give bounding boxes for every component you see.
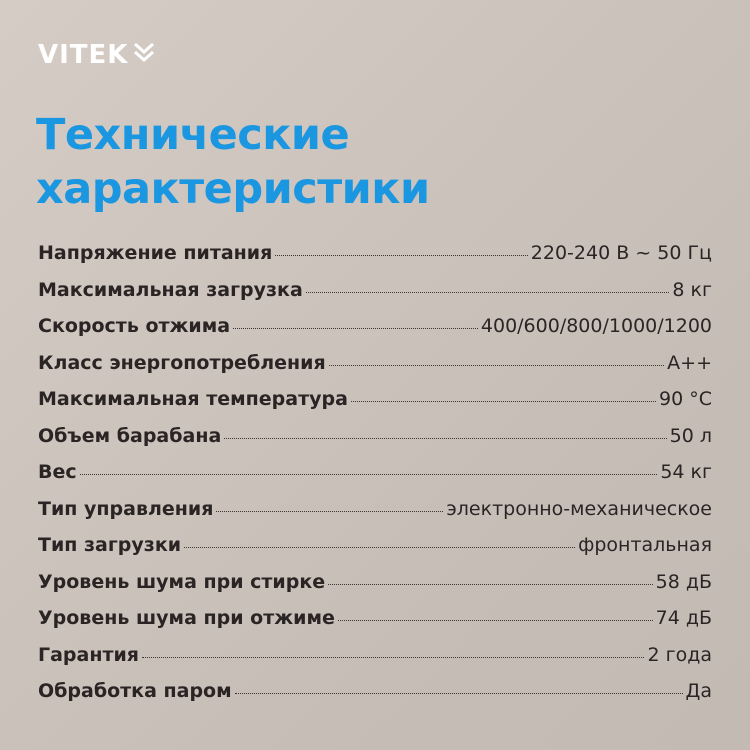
double-chevron-icon xyxy=(132,41,156,63)
dotted-leader xyxy=(224,438,666,439)
dotted-leader xyxy=(338,620,653,621)
spec-row xyxy=(38,279,712,316)
spec-value: фронтальная xyxy=(578,534,712,556)
spec-value: 74 дБ xyxy=(655,607,712,629)
spec-label: Уровень шума при отжиме xyxy=(38,607,335,629)
spec-row xyxy=(38,644,712,681)
dotted-leader xyxy=(142,657,644,658)
spec-list xyxy=(38,242,712,717)
spec-row xyxy=(38,388,712,425)
dotted-leader xyxy=(329,365,665,366)
spec-label: Максимальная загрузка xyxy=(38,278,303,301)
spec-label: Тип загрузки xyxy=(38,534,182,556)
spec-row xyxy=(38,461,712,498)
spec-label: Объем барабана xyxy=(38,424,222,447)
brand-name: VITEK xyxy=(38,40,129,70)
dotted-leader xyxy=(80,474,658,475)
dotted-leader xyxy=(235,693,683,694)
page-title xyxy=(36,108,716,216)
spec-label: Скорость отжима xyxy=(38,315,231,337)
spec-label: Тип управления xyxy=(38,497,214,520)
spec-value: Да xyxy=(685,680,712,702)
spec-row xyxy=(38,352,712,389)
spec-label: Уровень шума при стирке xyxy=(38,570,326,593)
spec-value: 58 дБ xyxy=(655,570,712,593)
spec-value: электронно-механическое xyxy=(446,497,712,520)
spec-row xyxy=(38,315,712,352)
dotted-leader xyxy=(328,584,652,585)
spec-value: 50 л xyxy=(669,424,712,447)
spec-row xyxy=(38,534,712,571)
title-line-1: Технические xyxy=(36,110,350,160)
spec-value: 2 года xyxy=(647,643,712,666)
title-line-2: характеристики xyxy=(36,164,430,214)
dotted-leader xyxy=(275,255,527,256)
spec-row xyxy=(38,680,712,717)
spec-label: Максимальная температура xyxy=(38,388,348,410)
spec-row xyxy=(38,571,712,608)
spec-value: 8 кг xyxy=(672,278,712,301)
spec-label: Класс энергопотребления xyxy=(38,351,326,374)
spec-value: А++ xyxy=(667,351,712,374)
spec-label: Гарантия xyxy=(38,643,140,666)
spec-row xyxy=(38,607,712,644)
spec-value: 400/600/800/1000/1200 xyxy=(480,315,712,337)
spec-label: Обработка паром xyxy=(38,680,232,702)
spec-row xyxy=(38,498,712,535)
spec-label: Напряжение питания xyxy=(38,242,273,264)
dotted-leader xyxy=(351,401,656,402)
spec-value: 90 °C xyxy=(659,388,712,410)
spec-row xyxy=(38,242,712,279)
brand-logo xyxy=(38,40,156,70)
spec-label: Вес xyxy=(38,461,77,483)
spec-value: 54 кг xyxy=(660,461,712,483)
spec-row xyxy=(38,425,712,462)
dotted-leader xyxy=(233,328,478,329)
spec-value: 220-240 В ~ 50 Гц xyxy=(530,242,712,264)
dotted-leader xyxy=(184,547,575,548)
dotted-leader xyxy=(306,292,670,293)
dotted-leader xyxy=(216,511,443,512)
